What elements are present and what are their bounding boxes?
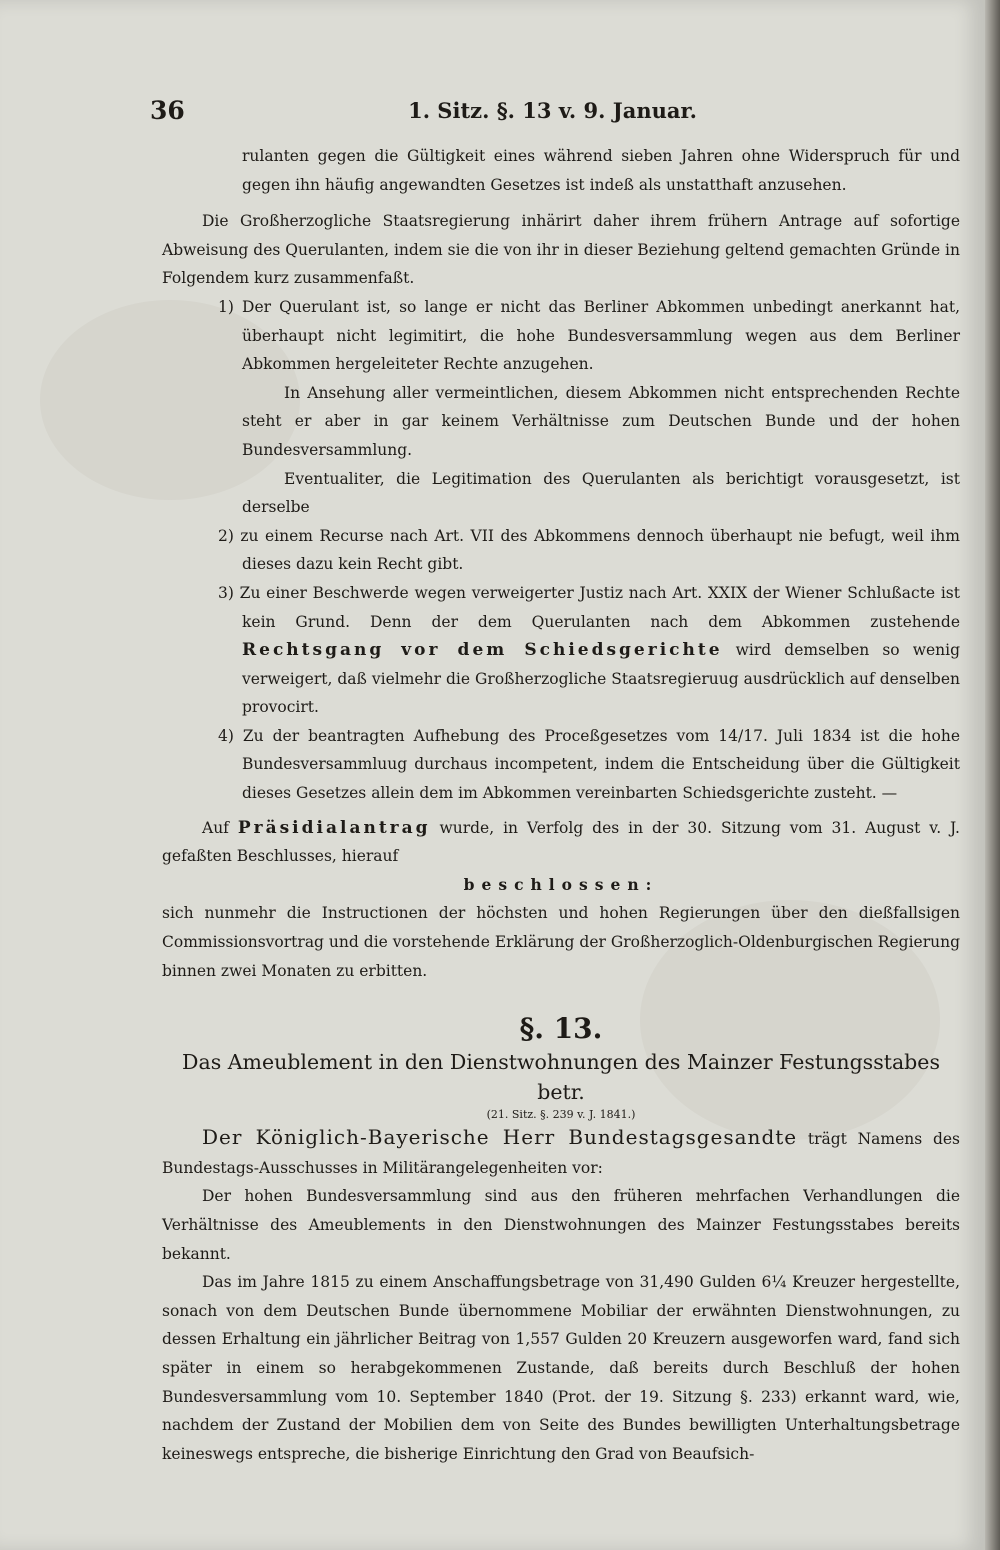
item-text: Der Querulant ist, so lange er nicht das Berliner Abkommen unbedingt anerkannt hat, überhaupt nicht legimitirt, die hohe Bundesversammlung wegen aus dem Berliner Abkommen hergeleiteter Rechte anzugehen. — [242, 297, 960, 374]
paragraph: Der hohen Bundesversammlung sind aus den früheren mehrfachen Verhandlungen die Verhältnisse des Ameublements in den Dienstwohnungen des Mainzer Festungsstabes bereits bekannt. — [162, 1187, 960, 1263]
numbered-item — [162, 722, 960, 808]
paragraph: Das im Jahre 1815 zu einem Anschaffungsbetrage von 31,490 Gulden 6¼ Kreuzer hergestellte, sonach von dem Deutschen Bunde übernommene Mobiliar der erwähnten Dienstwohnungen, zu dessen Erhaltung ein jährlicher Beitrag von 1,557 Gulden 20 Kreuzern ausgeworfen ward, fand sich später in einem so herabgekommenen Zustande, daß bereits durch Beschluß der hohen Bundesversammlung vom 10. September 1840 (Prot. der 19. Sitzung §. 233) erkannt ward, wie, nachdem der Zustand der Mobilien dem von Seite des Bundes bewilligten Unterhaltungsbetrage keineswegs entspreche, die bisherige Einrichtung den Grad von Beaufsich- — [162, 1273, 960, 1463]
running-title: 1. Sitz. §. 13 v. 9. Januar. — [408, 98, 697, 123]
emphasized-text: Präsidialantrag — [237, 817, 431, 838]
paragraph — [162, 814, 960, 871]
page-edge — [985, 0, 1000, 1550]
section-title: Das Ameublement in den Dienstwohnungen des Mainzer Festungsstabes betr. — [182, 1050, 940, 1105]
paragraph: rulanten gegen die Gültigkeit eines während sieben Jahren ohne Widerspruch für und gegen ihn häufig angewandten Gesetzes ist indeß als unstatthaft anzusehen. — [242, 147, 960, 194]
item-text: wird demselben so wenig verweigert, daß vielmehr die Großherzogliche Staatsregieruug ausdrücklich auf denselben provocirt. — [242, 641, 960, 717]
paragraph — [162, 1123, 960, 1182]
item-text: zu einem Recurse nach Art. VII des Abkommens dennoch überhaupt nie befugt, weil ihm dieses dazu kein Recht gibt. — [240, 526, 960, 574]
page-body — [162, 142, 960, 1468]
item-number: 1) — [218, 297, 234, 316]
text: Auf — [202, 818, 238, 837]
page-number: 36 — [150, 96, 185, 125]
section-number: §. 13. — [519, 1012, 603, 1046]
paragraph: Die Großherzogliche Staatsregierung inhärirt daher ihrem frühern Antrage auf sofortige Abweisung des Querulanten, indem sie die von ihr in dieser Beziehung geltend gemachten Gründe in Folgendem kurz zusammenfaßt. — [162, 212, 960, 288]
item-text: Zu der beantragten Aufhebung des Proceßgesetzes vom 14/17. Juli 1834 ist die hohe Bundesversammluug durchaus incompetent, indem die Entscheidung über die Gültigkeit dieses Gesetzes allein dem im Abkommen vereinbarten Schiedsgerichte zusteht. — — [242, 726, 960, 803]
item-text: Zu einer Beschwerde wegen verweigerter Justiz nach Art. XXIX der Wiener Schlußacte ist kein Grund. Denn der dem Querulanten nach dem Abkommen zustehende — [239, 583, 960, 631]
item-number: 2) — [218, 526, 234, 545]
section-reference: (21. Sitz. §. 239 v. J. 1841.) — [486, 1108, 636, 1122]
text: trägt Namens des Bundestags-Ausschusses in Militärangelegenheiten vor: — [162, 1130, 960, 1177]
numbered-item — [162, 579, 960, 722]
text: wurde, in Verfolg des in der 30. Sitzung vom 31. August v. J. gefaßten Beschlusses, hierauf — [162, 818, 960, 866]
paragraph: sich nunmehr die Instructionen der höchsten und hohen Regierungen über den dießfallsigen Commissionsvortrag und die vorstehende Erklärung der Großherzoglich-Oldenburgischen Regierung binnen zwei Monaten zu erbitten. — [162, 904, 960, 980]
paragraph: Eventualiter, die Legitimation des Querulanten als berichtigt vorausgesetzt, ist derselbe — [242, 469, 960, 517]
item-number: 4) — [218, 726, 234, 745]
page-header — [150, 96, 955, 130]
decree-heading: beschlossen: — [463, 874, 659, 894]
paragraph: In Ansehung aller vermeintlichen, diesem Abkommen nicht entsprechenden Rechte steht er aber in gar keinem Verhältnisse zum Deutschen Bunde und der hohen Bundesversammlung. — [242, 383, 960, 459]
numbered-item — [162, 522, 960, 579]
item-number: 3) — [218, 583, 234, 602]
numbered-item — [162, 293, 960, 379]
speaker: Der Königlich-Bayerische Herr Bundestagsgesandte — [202, 1125, 798, 1150]
emphasized-text: Rechtsgang vor dem Schiedsgerichte — [242, 640, 723, 661]
